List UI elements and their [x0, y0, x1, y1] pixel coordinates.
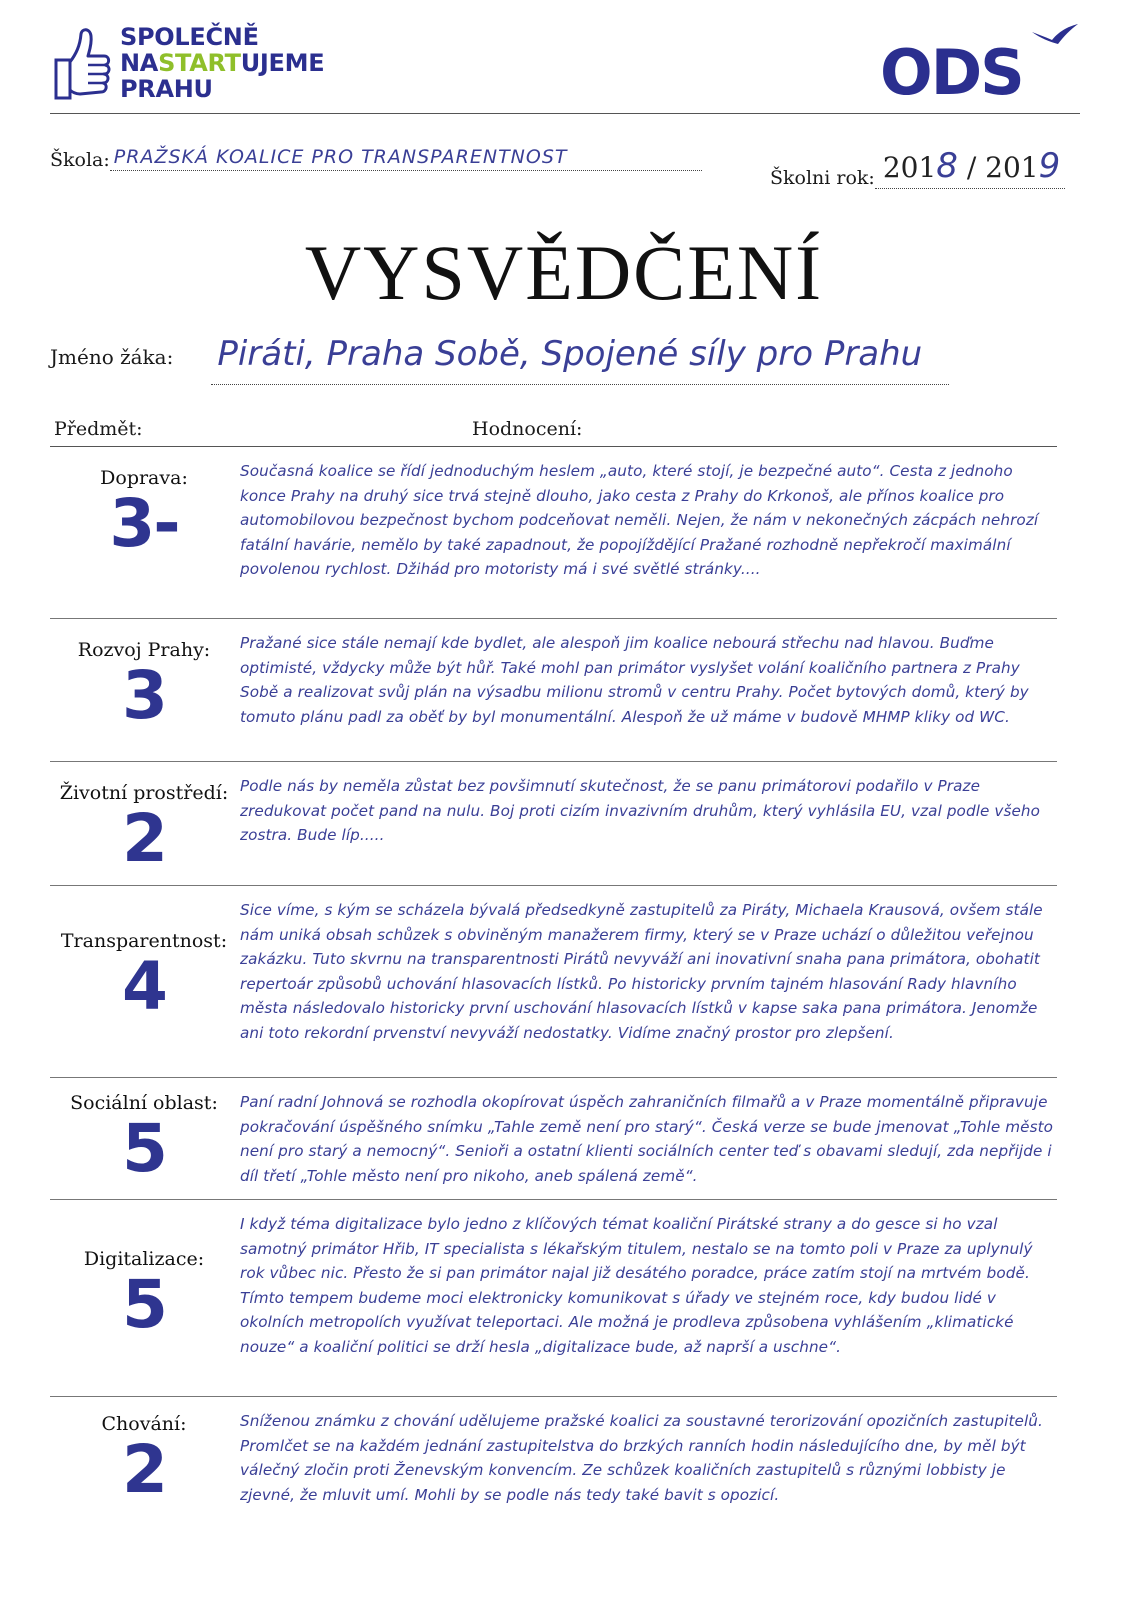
document-header [50, 20, 1080, 114]
school-value: PRAŽSKÁ KOALICE PRO TRANSPARENTNOST [110, 146, 702, 171]
evaluation-text: Pražané sice stále nemají kde bydlet, ale alespoň jim koalice nebourá střechu nad hlavou. Buďme optimisté, vždycky může být hůř. Také mohl pan primátor vyslyšet volání koaličního partnera z Prahy Sobě a realizovat svůj plán na výsadbu milionu stromů v centru Prahy. Počet bytových domů, který by tomuto plánu padl za oběť by byl monumentální. Alespoň že už máme v budově MHMP kliky od WC. [240, 634, 1029, 726]
subject-name: Rozvoj Prahy: [77, 639, 211, 661]
year-start-hand: 8 [936, 146, 958, 186]
year-start-printed: 201 [882, 151, 937, 184]
table-row [50, 447, 1057, 619]
subject-cell [50, 447, 238, 618]
subject-name: Digitalizace: [83, 1248, 205, 1270]
subject-cell [50, 1200, 238, 1396]
subject-cell [50, 1078, 238, 1199]
grade-value: 3 [122, 657, 166, 734]
table-row [50, 1397, 1057, 1547]
grade-value: 2 [122, 800, 166, 877]
subject-cell [50, 1397, 238, 1547]
evaluation-text: Paní radní Johnová se rozhodla okopírovat úspěch zahraničních filmařů a v Praze momentálně připravuje pokračování úspěšného snímku „Tahle země není pro starý“. Česká verze se bude jmenovat „Tohle město není pro starý a nemocný“. Senioři a ostatní klienti sociálních center teď s obavami sledují, zda nepřijde i díl třetí „Tohle město není pro nikoho, aneb spálená země“. [240, 1093, 1054, 1185]
year-end-hand: 9 [1038, 146, 1061, 186]
slogan-prefix: NA [120, 49, 159, 77]
subject-name: Životní prostředí: [59, 782, 229, 804]
evaluation-text: I když téma digitalizace bylo jedno z klíčových témat koaliční Pirátské strany a do gesce si ho vzal samotný primátor Hřib, IT specialista s lékařským titulem, nestalo se na tomto poli v Praze za uplynulý rok vůbec nic. Přesto že si pan primátor najal již desátého poradce, práce zatím stojí na mrtvém bodě. Tímto tempem budeme moci elektronicky komunikovat s úřady ve stejném roce, kdy budou lidé v okolních metropolích využívat teleportaci. Ale možná je prodleva způsobena vyhlášením „klimatické nouze“ a koaliční politici se drží hesla „digitalizace bude, až naprší a uschne“. [240, 1215, 1033, 1356]
grades-table [50, 446, 1057, 1547]
school-year-value [875, 146, 1065, 189]
subject-name: Doprava: [100, 467, 188, 489]
grade-value: 3- [109, 485, 179, 562]
evaluation-text: Současná koalice se řídí jednoduchým heslem „auto, které stojí, je bezpečné auto“. Cesta z jednoho konce Prahy na druhý sice trvá stejně dlouho, jako cesta z Prahy do Krkonoš, ale přínos koalice pro automobilovou bezpečnost bychom podceňovat neměli. Nejen, že nám v nekonečných zácpách nehrozí fatální havárie, nemělo by také zapadnout, že popojíždějící Pražané rozhodně nepřekročí maximální povolenou rychlost. Džihád pro motoristy má i své světlé stránky.... [240, 462, 1039, 579]
table-row [50, 619, 1057, 762]
grade-value: 4 [122, 948, 166, 1025]
slogan-accent: START [158, 49, 241, 77]
student-name-label: Jméno žáka: [50, 345, 174, 369]
table-row [50, 1200, 1057, 1397]
campaign-slogan [120, 24, 324, 102]
bird-icon [1032, 24, 1078, 44]
evaluation-text: Sníženou známku z chování udělujeme pražské koalici za soustavné terorizování opozičních zastupitelů. Promlčet se na každém jednání zastupitelstva do brzkých ranních hodin následujícího dne, by měl být válečný zločin proti Ženevským konvencím. Ze schůzek koaličních zastupitelů s různými lobbisty je zjevné, že mluvit umí. Mohli by se podle nás tedy také bavit s opozicí. [240, 1412, 1043, 1504]
ods-logo-text: ODS [880, 36, 1023, 102]
subject-name: Transparentnost: [60, 930, 228, 952]
student-name-field [50, 334, 949, 385]
subject-name: Sociální oblast: [70, 1092, 218, 1114]
student-name-value: Piráti, Praha Sobě, Spojené síly pro Prahu [211, 334, 949, 385]
slogan-line-3: PRAHU [120, 75, 213, 103]
table-row [50, 762, 1057, 886]
year-separator: / [957, 151, 986, 184]
school-label: Škola: [50, 149, 110, 171]
school-year-label: Školni rok: [770, 167, 875, 189]
campaign-logo [50, 24, 324, 104]
table-row [50, 1078, 1057, 1200]
evaluation-text: Podle nás by neměla zůstat bez povšimnutí skutečnost, že se panu primátorovi podařilo v Praze zredukovat počet pand na nulu. Boj proti cizím invazivním druhům, který vyhlásila EU, vzal podle všeho zostra. Bude líp..... [240, 777, 1041, 845]
subject-name: Chování: [101, 1413, 187, 1435]
school-field [50, 146, 702, 171]
slogan-line-2 [120, 50, 324, 76]
grade-value: 5 [122, 1110, 166, 1187]
slogan-suffix: UJEME [240, 49, 325, 77]
school-year-field [770, 146, 1065, 189]
grade-value: 2 [122, 1431, 166, 1508]
thumbs-up-icon [50, 24, 112, 104]
document-title: VYSVĚDČENÍ [304, 229, 824, 316]
subject-column-header: Předmět: [54, 418, 143, 440]
slogan-line-1: SPOLEČNĚ [120, 23, 259, 51]
grade-value: 5 [122, 1266, 166, 1343]
table-row [50, 886, 1057, 1078]
subject-cell [50, 886, 238, 1077]
subject-cell [50, 619, 238, 761]
evaluation-text: Sice víme, s kým se scházela bývalá předsedkyně zastupitelů za Piráty, Michaela Krausová, ovšem stále nám uniká obsah schůzek s obviněným manažerem firmy, který se v Praze uchází o důležitou veřejnou zakázku. Tuto skvrnu na transparentnosti Pirátů nevyváží ani inovativní snaha pana primátora, obohatit repertoár způsobů uchování hlasovacích lístků. Po historicky prvním tajném hlasování Rady hlavního města následovalo historicky první uschování hlasovacích lístků v kapse saka pana primátora. Jenomže ani toto rekordní prvenství nevyváží nedostatky. Vidíme značný prostor pro zlepšení. [240, 901, 1043, 1042]
subject-cell [50, 762, 238, 885]
year-end-printed: 201 [985, 151, 1039, 184]
ods-logo [880, 22, 1080, 102]
evaluation-column-header: Hodnocení: [472, 418, 583, 440]
